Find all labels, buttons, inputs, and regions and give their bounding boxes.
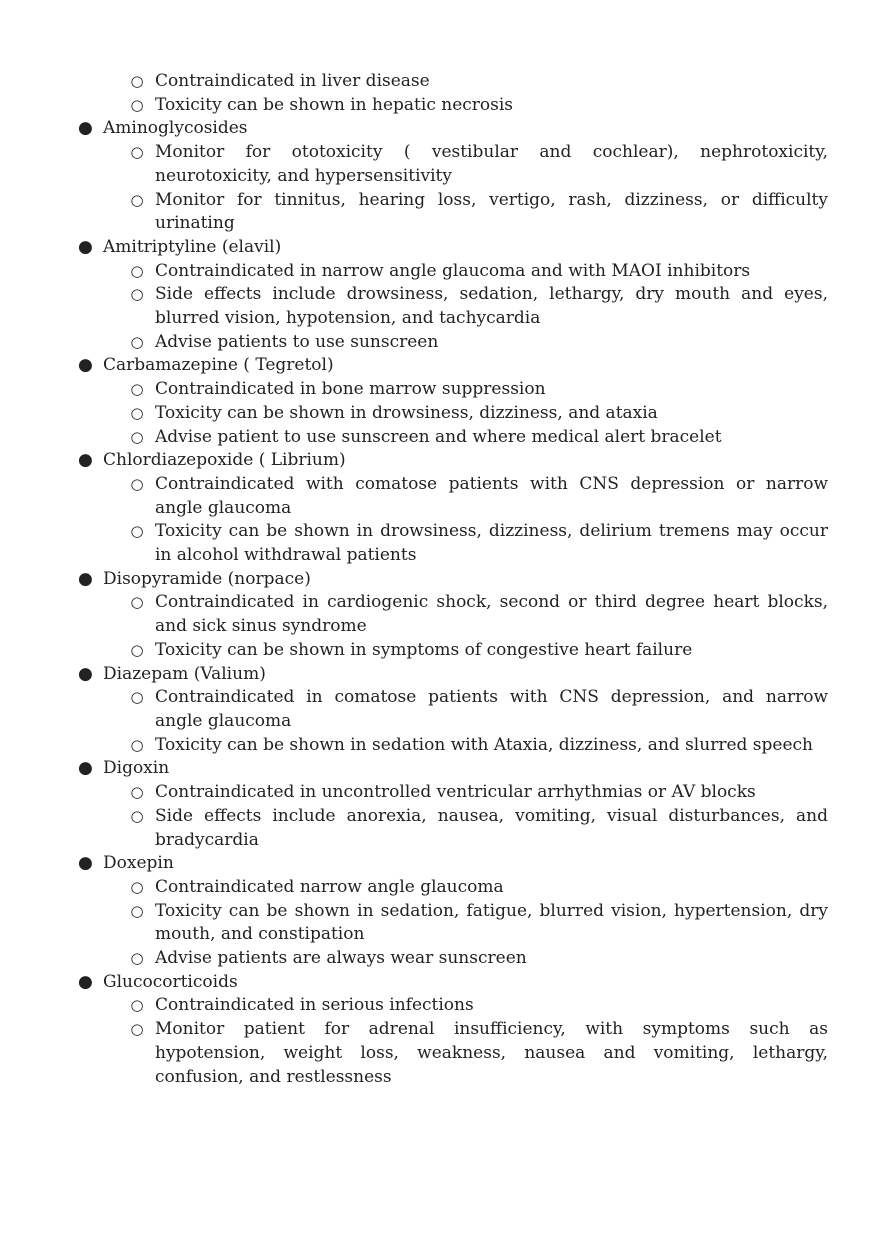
drug-name: Glucocorticoids: [103, 971, 238, 992]
list-item: ○ Toxicity can be shown in hepatic necrosis: [0, 94, 880, 118]
drug-notes: [0, 686, 880, 757]
note-text: Advise patient to use sunscreen and where medical alert bracelet: [155, 426, 722, 447]
bullet-icon: ●: [78, 568, 93, 589]
note-text: Monitor for tinnitus, hearing loss, vertigo, rash, dizziness, or difficulty urinating: [155, 189, 828, 234]
circle-bullet-icon: ○: [130, 427, 144, 446]
drug-entry: [0, 354, 880, 449]
list-item: [0, 260, 880, 284]
circle-bullet-icon: ○: [130, 593, 144, 612]
drug-entry: [0, 971, 880, 1090]
list-item: [0, 473, 880, 520]
drug-name: Carbamazepine ( Tegretol): [103, 355, 334, 376]
list-item: [0, 805, 880, 852]
list-item: [0, 402, 880, 426]
note-text: Contraindicated in bone marrow suppression: [155, 379, 546, 400]
note-text: Side effects include anorexia, nausea, vomiting, visual disturbances, and bradycardia: [155, 805, 828, 850]
circle-bullet-icon: ○: [130, 380, 144, 399]
bullet-icon: ●: [78, 663, 93, 684]
circle-bullet-icon: ○: [130, 285, 144, 304]
circle-bullet-icon: ○: [130, 949, 144, 968]
drug-notes: [0, 378, 880, 449]
list-item: [0, 781, 880, 805]
note-text: Toxicity can be shown in sedation with Ataxia, dizziness, and slurred speech: [155, 734, 813, 755]
bullet-icon: ●: [78, 118, 93, 139]
circle-bullet-icon: ○: [130, 996, 144, 1015]
drug-notes: [0, 591, 880, 662]
list-item: [0, 994, 880, 1018]
circle-bullet-icon: ○: [130, 1020, 144, 1039]
note-text: Contraindicated in cardiogenic shock, second or third degree heart blocks, and sick sinus syndrome: [155, 592, 828, 637]
bullet-icon: ●: [78, 450, 93, 471]
bullet-icon: ●: [78, 355, 93, 376]
bullet-icon: ●: [78, 758, 93, 779]
note-text: Side effects include drowsiness, sedation, lethargy, dry mouth and eyes, blurred vision, hypotension, and tachycardia: [155, 284, 828, 329]
drug-entry: [0, 449, 880, 568]
circle-bullet-icon: ○: [130, 72, 144, 90]
drug-name: Amitriptyline (elavil): [103, 236, 282, 257]
note-text: Contraindicated in serious infections: [155, 995, 474, 1016]
note-text: Contraindicated with comatose patients with CNS depression or narrow angle glaucoma: [155, 473, 828, 518]
drug-list: [0, 117, 880, 1089]
drug-heading: [0, 757, 880, 781]
drug-name: Digoxin: [103, 758, 170, 779]
note-text: Contraindicated in comatose patients with CNS depression, and narrow angle glaucoma: [155, 687, 828, 731]
document-page: [0, 70, 880, 1089]
circle-bullet-icon: ○: [130, 190, 144, 209]
intro-list: [0, 70, 880, 117]
list-item: [0, 639, 880, 663]
circle-bullet-icon: ○: [130, 261, 144, 280]
drug-entry: [0, 663, 880, 758]
drug-entry: [0, 117, 880, 236]
drug-heading: [0, 354, 880, 378]
note-text: Advise patients are always wear sunscreen: [155, 948, 527, 969]
bullet-icon: ●: [78, 971, 93, 992]
drug-notes: [0, 876, 880, 971]
circle-bullet-icon: ○: [130, 688, 144, 707]
circle-bullet-icon: ○: [130, 95, 144, 114]
drug-heading: [0, 663, 880, 687]
list-item: ○ Contraindicated in liver disease: [0, 70, 880, 94]
drug-entry: [0, 852, 880, 971]
drug-notes: [0, 994, 880, 1089]
bullet-icon: ●: [78, 853, 93, 874]
note-text: Monitor patient for adrenal insufficiency, with symptoms such as hypotension, weight loss, weakness, nausea and vomiting, lethargy, confusion, and restlessness: [155, 1019, 828, 1087]
list-item: [0, 876, 880, 900]
circle-bullet-icon: ○: [130, 403, 144, 422]
list-item: [0, 378, 880, 402]
drug-heading: [0, 568, 880, 592]
note-text: Contraindicated in uncontrolled ventricular arrhythmias or AV blocks: [155, 782, 756, 803]
note-text: Contraindicated narrow angle glaucoma: [155, 876, 504, 897]
list-item: [0, 734, 880, 758]
circle-bullet-icon: ○: [130, 901, 144, 920]
drug-entry: [0, 757, 880, 852]
drug-name: Disopyramide (norpace): [103, 568, 311, 589]
drug-notes: [0, 781, 880, 852]
note-text: Toxicity can be shown in drowsiness, dizziness, delirium tremens may occur in alcohol withdrawal patients: [155, 521, 828, 566]
drug-entry: [0, 568, 880, 663]
drug-heading: [0, 117, 880, 141]
drug-notes: [0, 260, 880, 355]
note-text: Toxicity can be shown in sedation, fatigue, blurred vision, hypertension, dry mouth, and constipation: [155, 900, 828, 945]
drug-heading: [0, 971, 880, 995]
circle-bullet-icon: ○: [130, 143, 144, 162]
circle-bullet-icon: ○: [130, 474, 144, 493]
circle-bullet-icon: ○: [130, 522, 144, 541]
circle-bullet-icon: ○: [130, 640, 144, 659]
list-item: [0, 947, 880, 971]
drug-name: Chlordiazepoxide ( Librium): [103, 450, 346, 471]
circle-bullet-icon: ○: [130, 806, 144, 825]
drug-name: Diazepam (Valium): [103, 663, 266, 684]
note-text: Toxicity can be shown in drowsiness, dizziness, and ataxia: [155, 402, 658, 423]
circle-bullet-icon: ○: [130, 735, 144, 754]
note-text: Monitor for ototoxicity ( vestibular and cochlear), nephrotoxicity, neurotoxicity, and hypersensitivity: [155, 142, 828, 186]
bullet-icon: ●: [78, 236, 93, 257]
drug-name: Aminoglycosides: [103, 118, 248, 139]
note-text: Toxicity can be shown in symptoms of congestive heart failure: [155, 639, 693, 660]
circle-bullet-icon: ○: [130, 783, 144, 802]
list-item: [0, 283, 880, 330]
note-text: Advise patients to use sunscreen: [155, 331, 439, 352]
list-item: [0, 900, 880, 947]
drug-notes: [0, 473, 880, 568]
list-item: [0, 141, 880, 188]
drug-heading: [0, 449, 880, 473]
list-item: [0, 686, 880, 733]
list-item: [0, 591, 880, 638]
drug-name: Doxepin: [103, 853, 174, 874]
drug-heading: [0, 236, 880, 260]
drug-entry: [0, 236, 880, 355]
list-item: [0, 426, 880, 450]
circle-bullet-icon: ○: [130, 877, 144, 896]
list-item: [0, 520, 880, 567]
circle-bullet-icon: ○: [130, 332, 144, 351]
drug-heading: [0, 852, 880, 876]
list-item: [0, 331, 880, 355]
list-item: [0, 1018, 880, 1089]
drug-notes: [0, 141, 880, 236]
list-item: [0, 189, 880, 236]
note-text: Contraindicated in narrow angle glaucoma and with MAOI inhibitors: [155, 260, 751, 281]
